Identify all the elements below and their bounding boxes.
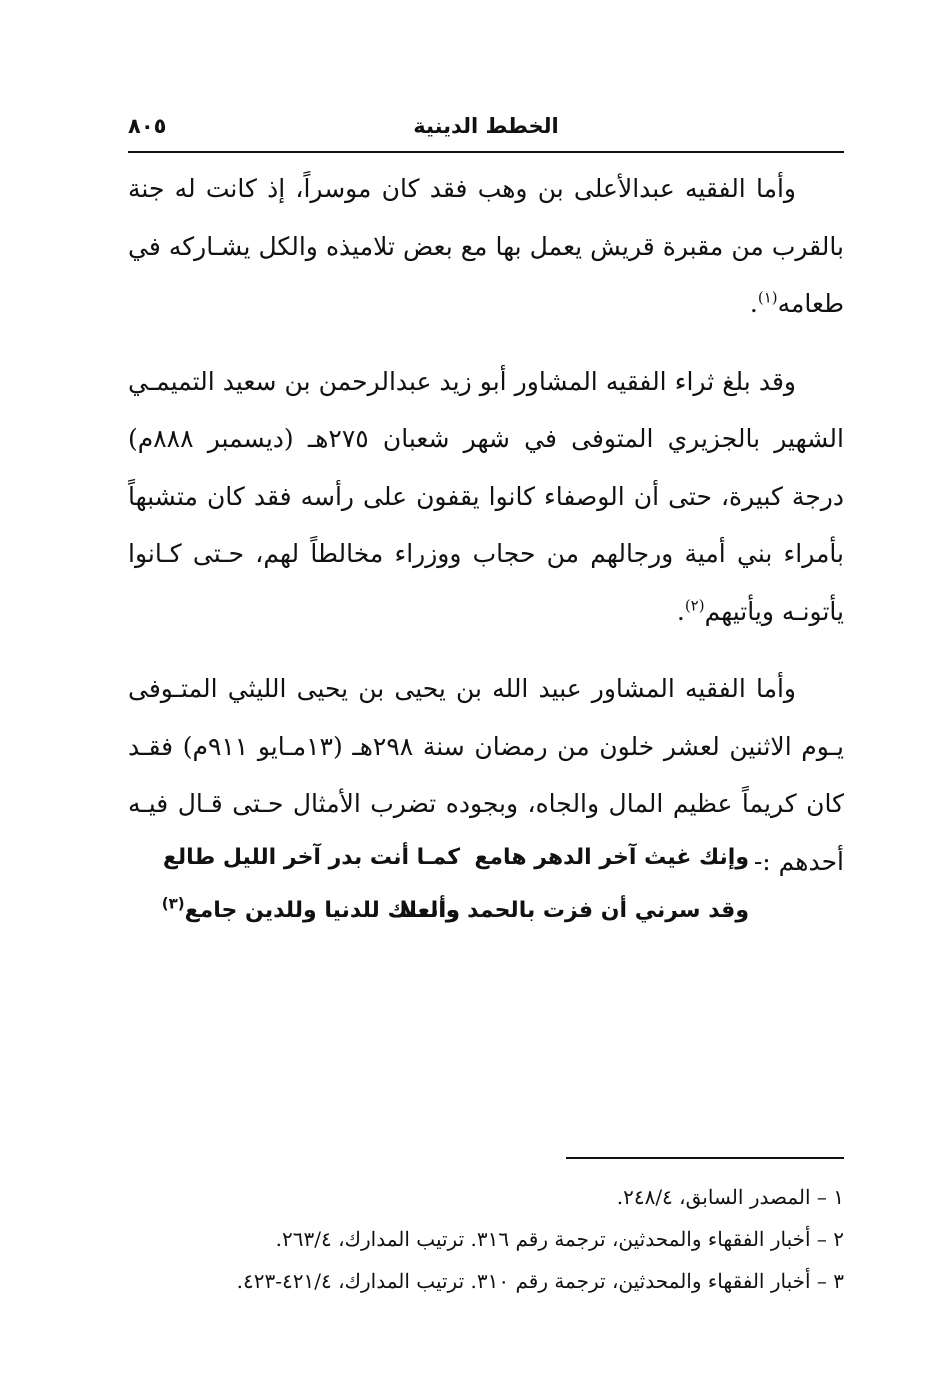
verse-second-hemistich	[161, 894, 460, 923]
paragraph-text: وقد بلغ ثراء الفقيه المشاور أبو زيد عبدالرحمن بن سعيد التميمـي الشهير بالجزيري المتوفى في شهر شعبان ٢٧٥هـ (ديسمبر ٨٨٨م) درجة كبيرة، حتى أن الوصفاء كانوا يقفون على رأسه فقد كان متشبهاً بأمراء بني أمية ورجالهم من حجاب ووزراء مخالطاً لهم، حـتى كـانوا يأتونـه ويأتيهم	[128, 366, 844, 626]
verse-first-hemistich: وقد سرني أن فزت بالحمد والعلا	[400, 898, 749, 923]
paragraph-tail: .	[676, 596, 685, 626]
paragraph-2	[128, 353, 844, 641]
paragraph-tail: .	[749, 289, 758, 318]
paragraph-text: وأما الفقيه المشاور عبيد الله بن يحيى بن يحيى الليثي المتـوفى يـوم الاثنين لعشر خلون من رمضان سنة ٢٩٨هـ (١٣مـايو ٩١١م) فقـد كان كريماً عظيم المال والجاه، وبجوده تضرب الأمثال حـتى قـال فيـه أحدهم :-	[128, 674, 844, 876]
footnotes	[128, 1176, 844, 1302]
page-number: ٨٠٥	[128, 114, 167, 138]
footnote-reference: (٢)	[684, 596, 705, 615]
footnote-2: ٢ – أخبار الفقهاء والمحدثين، ترجمة رقم ٣١٦. ترتيب المدارك، ٢٦٣/٤.	[275, 1227, 844, 1251]
footnote-reference: (١)	[757, 288, 778, 307]
verse-first-hemistich: وإنك غيث آخر الدهر هامع	[474, 845, 749, 870]
header-rule	[128, 151, 844, 153]
footnote-separator	[566, 1157, 844, 1159]
footnote-3: ٣ – أخبار الفقهاء والمحدثين، ترجمة رقم ٣١٠. ترتيب المدارك، ٤٢١/٤-٤٢٣.	[236, 1269, 844, 1293]
paragraph-text: وأما الفقيه عبدالأعلى بن وهب فقد كان موسراً، إذ كانت له جنة بالقرب من مقبرة قريش يعمل بها مع بعض تلاميذه والكل يشـاركه في طعامه	[128, 174, 844, 318]
verse-text: كمـا أنت بدر آخر الليل طالع	[162, 845, 460, 870]
footnote-1: ١ – المصدر السابق، ٢٤٨/٤.	[616, 1185, 844, 1209]
body-text	[128, 160, 844, 910]
verse-line-1	[128, 845, 844, 895]
running-title: الخطط الدينية	[413, 114, 559, 138]
paragraph-1	[128, 160, 844, 333]
running-head	[128, 112, 844, 146]
footnote-reference: (٣)	[161, 894, 185, 913]
verse-text: وأنـــك للدنيا وللدين جامع	[184, 898, 460, 923]
verse-second-hemistich	[163, 845, 460, 870]
verse-line-2	[128, 894, 844, 948]
